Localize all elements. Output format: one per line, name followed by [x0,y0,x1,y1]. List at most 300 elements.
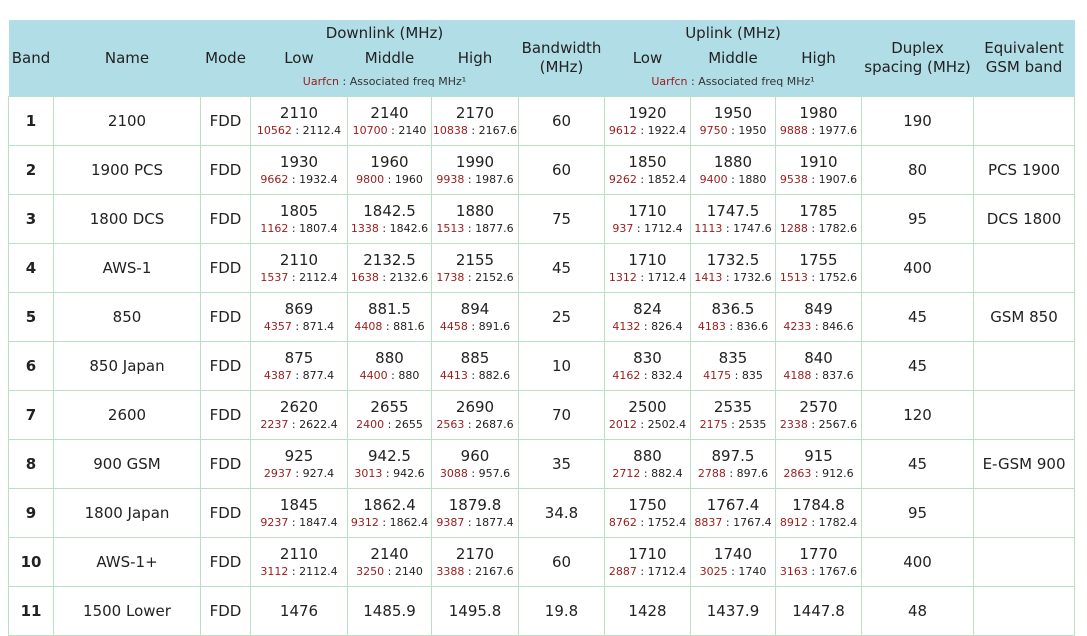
freq-value: 1710 [628,251,667,269]
header-bandwidth: Bandwidth (MHz) [519,20,605,97]
header-mode: Mode [201,20,251,97]
uarfcn-value: 9612 [608,124,637,137]
table-row [9,97,1075,146]
uplink-low [605,97,691,146]
uarfcn-value: 1513 [436,222,465,235]
uarfcn-pair [605,368,690,384]
downlink-middle [348,342,432,391]
associated-freq-value: 2622.4 [299,418,338,431]
uarfcn-value: 2563 [436,418,465,431]
downlink-high [432,391,519,440]
table-row [9,293,1075,342]
uarfcn-pair [605,123,690,139]
uarfcn-separator: : [636,565,648,578]
uarfcn-separator: : [467,467,479,480]
table-row [9,538,1075,587]
uplink-low [605,146,691,195]
band-name: AWS-1+ [54,538,201,587]
band-number: 2 [9,146,54,195]
uarfcn-separator: : [636,173,648,186]
associated-freq-value: 1782.4 [818,516,858,529]
uarfcn-separator: : [384,418,395,431]
uarfcn-value: 3163 [779,565,808,578]
uarfcn-separator: : [467,320,479,333]
duplex-mode: FDD [201,391,251,440]
uarfcn-separator: : [288,271,300,284]
freq-value: 2170 [455,104,495,122]
freq-value: 1880 [455,202,495,220]
uarfcn-separator: : [633,222,645,235]
downlink-low [251,342,348,391]
downlink-middle [348,293,432,342]
freq-value: 2132.5 [363,251,416,269]
duplex-mode: FDD [201,440,251,489]
uplink-middle [691,440,776,489]
associated-freq-value: 871.4 [302,320,335,333]
uplink-middle [691,391,776,440]
freq-value: 1485.9 [363,602,416,620]
uarfcn-separator: : [387,124,399,137]
band-number: 9 [9,489,54,538]
duplex-spacing: 45 [862,440,974,489]
freq-value: 897.5 [711,447,755,465]
uarfcn-separator: : [636,271,648,284]
freq-value: 2620 [279,398,319,416]
uarfcn-pair [432,466,518,482]
uplink-low [605,489,691,538]
uarfcn-pair [605,319,690,335]
downlink-high [432,538,519,587]
uarfcn-pair [348,221,431,237]
freq-value: 1879.8 [448,496,502,514]
freq-value: 915 [804,447,833,465]
uplink-middle [691,342,776,391]
uarfcn-pair [605,564,690,580]
uarfcn-pair [605,221,690,237]
header-uplink-low: Low [605,46,691,70]
associated-freq-value: 2167.6 [478,124,518,137]
uarfcn-pair [348,417,431,433]
uarfcn-value: 1162 [260,222,289,235]
header-downlink: Downlink (MHz) [251,20,519,46]
downlink-low [251,195,348,244]
duplex-mode: FDD [201,244,251,293]
uarfcn-separator: : [807,271,819,284]
associated-freq-value: 1960 [394,173,423,186]
uarfcn-value: 4162 [612,369,641,382]
freq-value: 836.5 [711,300,755,318]
downlink-low [251,538,348,587]
uarfcn-value: 1113 [694,222,723,235]
equivalent-gsm-band [974,489,1075,538]
duplex-spacing: 400 [862,538,974,587]
uarfcn-value: 4233 [783,320,812,333]
uplink-low [605,587,691,636]
uarfcn-separator: : [727,565,739,578]
band-number: 4 [9,244,54,293]
downlink-low [251,391,348,440]
freq-value: 960 [460,447,490,465]
associated-freq-value: 2140 [394,565,423,578]
uarfcn-separator: : [640,369,652,382]
freq-value: 1980 [799,104,838,122]
uarfcn-value: 9237 [260,516,289,529]
freq-value: 2690 [455,398,495,416]
uarfcn-pair [432,172,518,188]
uplink-high [776,489,862,538]
uarfcn-pair [691,417,775,433]
table-row [9,391,1075,440]
table-body [9,97,1075,636]
bandwidth: 60 [519,97,605,146]
uarfcn-separator: : [636,516,648,529]
freq-value: 835 [718,349,748,367]
downlink-high [432,342,519,391]
associated-freq-value: 1752.4 [647,516,687,529]
uarfcn-value: 9938 [436,173,465,186]
uarfcn-value: 1288 [779,222,808,235]
freq-value: 2140 [370,104,409,122]
associated-freq-value: 1877.6 [475,222,514,235]
uplink-high [776,244,862,293]
duplex-spacing: 95 [862,489,974,538]
associated-freq-value: 846.6 [822,320,854,333]
uarfcn-separator: : [387,369,399,382]
freq-value: 1740 [713,545,753,563]
uarfcn-separator: : [464,565,476,578]
uarfcn-separator: : [291,369,303,382]
uarfcn-separator: : [807,565,819,578]
freq-value: 1447.8 [792,602,845,620]
uarfcn-value: 4458 [439,320,468,333]
downlink-middle [348,195,432,244]
uarfcn-value: 4413 [439,369,468,382]
bandwidth: 45 [519,244,605,293]
uarfcn-value: 9662 [260,173,289,186]
band-name: 850 Japan [54,342,201,391]
uarfcn-pair [776,368,861,384]
associated-freq-value: 912.6 [822,467,854,480]
duplex-mode: FDD [201,342,251,391]
associated-freq-value: 1712.4 [647,271,687,284]
bandwidth: 35 [519,440,605,489]
uarfcn-pair [691,515,775,531]
associated-freq-value: 2502.4 [647,418,687,431]
associated-freq-value: 2567.6 [818,418,858,431]
uplink-middle [691,293,776,342]
uplink-middle [691,195,776,244]
band-number: 3 [9,195,54,244]
uarfcn-pair [348,123,431,139]
duplex-mode: FDD [201,195,251,244]
associated-freq-value: 835 [741,369,763,382]
uarfcn-pair [348,319,431,335]
lte-bands-table-container [8,20,1074,636]
header-name: Name [54,20,201,97]
band-name: 1500 Lower [54,587,201,636]
uarfcn-pair [348,564,431,580]
uarfcn-value: 2175 [699,418,728,431]
associated-freq-value: 1712.4 [647,565,687,578]
associated-freq-value: 1782.6 [818,222,858,235]
header-downlink-low: Low [251,46,348,70]
freq-value: 849 [804,300,833,318]
uarfcn-value: 1738 [436,271,465,284]
uarfcn-pair [776,221,861,237]
uarfcn-value: 2237 [260,418,289,431]
uarfcn-value: 2012 [608,418,637,431]
table-row [9,440,1075,489]
band-name: 1900 PCS [54,146,201,195]
header-equivalent-gsm-band: Equivalent GSM band [974,20,1075,97]
uarfcn-pair [251,417,347,433]
uarfcn-value: 2788 [697,467,726,480]
duplex-mode: FDD [201,489,251,538]
table-row [9,489,1075,538]
uarfcn-separator: : [636,418,648,431]
freq-value: 2170 [455,545,495,563]
uarfcn-separator: : [464,173,476,186]
uplink-low [605,293,691,342]
freq-value: 880 [375,349,404,367]
table-row [9,587,1075,636]
uarfcn-value: 4408 [354,320,383,333]
associated-freq-value: 1877.4 [475,516,514,529]
duplex-spacing: 45 [862,293,974,342]
header-uplink-uarfcn-note [605,70,862,97]
uarfcn-pair [776,515,861,531]
downlink-middle [348,538,432,587]
downlink-high [432,293,519,342]
band-name: 850 [54,293,201,342]
uarfcn-value: 3013 [354,467,383,480]
duplex-spacing: 80 [862,146,974,195]
freq-value: 925 [284,447,314,465]
freq-value: 1845 [279,496,319,514]
equivalent-gsm-band: GSM 850 [974,293,1075,342]
associated-freq-value: 1767.6 [818,565,858,578]
associated-freq-value: 2655 [394,418,423,431]
uplink-low [605,538,691,587]
downlink-high [432,146,519,195]
associated-freq-value: 882.6 [478,369,511,382]
freq-value: 830 [633,349,662,367]
table-row [9,195,1075,244]
equivalent-gsm-band [974,587,1075,636]
uarfcn-pair [432,221,518,237]
uarfcn-separator: : [288,173,300,186]
uarfcn-value: 9312 [350,516,379,529]
table-header [9,20,1075,97]
downlink-high [432,244,519,293]
uarfcn-label: Uarfcn [651,75,688,88]
uplink-low [605,342,691,391]
uarfcn-separator: : [727,124,739,137]
uarfcn-pair [691,172,775,188]
band-number: 5 [9,293,54,342]
uarfcn-separator: : [731,369,742,382]
associated-freq-value: 1932.4 [299,173,338,186]
header-uplink-high: High [776,46,862,70]
freq-value: 1950 [713,104,753,122]
duplex-mode: FDD [201,293,251,342]
uarfcn-pair [691,221,775,237]
uarfcn-pair [348,172,431,188]
uarfcn-separator: : [807,173,819,186]
associated-freq-value: 2112.4 [302,124,342,137]
band-name: 900 GSM [54,440,201,489]
freq-value: 1437.9 [706,602,760,620]
equivalent-gsm-band [974,391,1075,440]
uarfcn-value: 1537 [260,271,289,284]
uarfcn-value: 10838 [432,124,468,137]
uarfcn-value: 9888 [779,124,808,137]
uarfcn-value: 10562 [256,124,292,137]
uplink-high [776,538,862,587]
equivalent-gsm-band [974,342,1075,391]
freq-value: 885 [460,349,490,367]
uplink-high [776,97,862,146]
associated-freq-value: 2112.4 [299,565,338,578]
associated-freq-value: 826.4 [651,320,683,333]
uarfcn-pair [348,466,431,482]
uarfcn-separator: : [811,320,823,333]
freq-value: 2110 [279,545,319,563]
bandwidth: 25 [519,293,605,342]
associated-freq-value: 2687.6 [475,418,514,431]
freq-value: 942.5 [368,447,411,465]
uarfcn-value: 9750 [699,124,728,137]
uarfcn-pair [432,368,518,384]
uplink-low [605,440,691,489]
uarfcn-separator: : [288,565,300,578]
band-name: 2100 [54,97,201,146]
uarfcn-pair [691,319,775,335]
uarfcn-value: 9538 [779,173,808,186]
associated-freq-value: 1740 [738,565,767,578]
uarfcn-separator: : [640,320,652,333]
uarfcn-pair [605,172,690,188]
table-row [9,244,1075,293]
uplink-middle [691,146,776,195]
freq-value: 1710 [628,545,667,563]
associated-freq-value: 832.4 [651,369,683,382]
downlink-middle [348,440,432,489]
uarfcn-separator: : [467,369,479,382]
uarfcn-separator: : [288,516,300,529]
uarfcn-separator: : [464,418,476,431]
freq-value: 1930 [279,153,319,171]
uarfcn-separator: : [636,124,648,137]
associated-freq-value: 2112.4 [299,271,338,284]
bandwidth: 10 [519,342,605,391]
uarfcn-value: 3250 [356,565,385,578]
uarfcn-separator: : [811,369,823,382]
freq-value: 1785 [799,202,838,220]
uarfcn-separator: : [725,467,737,480]
associated-freq-value: 1767.4 [733,516,772,529]
uarfcn-separator: : [378,516,390,529]
uplink-high [776,391,862,440]
equivalent-gsm-band [974,97,1075,146]
uarfcn-value: 4400 [359,369,388,382]
downlink-high [432,489,519,538]
uarfcn-value: 3388 [436,565,465,578]
uarfcn-pair [432,270,518,286]
freq-value: 881.5 [368,300,411,318]
associated-freq-value: 1712.4 [644,222,683,235]
uarfcn-separator: : [807,516,819,529]
uplink-high [776,293,862,342]
equivalent-gsm-band: PCS 1900 [974,146,1075,195]
uarfcn-pair [432,564,518,580]
associated-freq-value: 1862.4 [389,516,429,529]
associated-freq-value: 1842.6 [389,222,429,235]
uarfcn-pair [251,515,347,531]
uarfcn-separator: : [464,222,476,235]
uarfcn-pair [251,221,347,237]
uarfcn-pair [251,466,347,482]
header-band: Band [9,20,54,97]
uarfcn-separator: : [384,173,395,186]
duplex-spacing: 95 [862,195,974,244]
freq-value: 1880 [713,153,753,171]
uarfcn-value: 2400 [356,418,385,431]
uarfcn-pair [348,515,431,531]
bandwidth: 19.8 [519,587,605,636]
uplink-high [776,146,862,195]
uarfcn-pair [776,417,861,433]
freq-value: 1732.5 [706,251,760,269]
associated-freq-value: 837.6 [822,369,854,382]
uarfcn-value: 2863 [783,467,812,480]
uarfcn-value: 8837 [694,516,723,529]
freq-value: 2110 [279,251,319,269]
equivalent-gsm-band [974,244,1075,293]
uarfcn-pair [251,123,347,139]
uarfcn-separator: : [807,124,819,137]
downlink-low [251,293,348,342]
band-number: 1 [9,97,54,146]
uarfcn-separator: : [811,467,823,480]
uarfcn-separator: : [467,124,479,137]
uarfcn-separator: : [464,271,476,284]
uarfcn-separator: : [291,124,303,137]
uplink-high [776,587,862,636]
band-number: 11 [9,587,54,636]
uarfcn-pair [432,417,518,433]
freq-value: 1428 [628,602,667,620]
duplex-spacing: 45 [862,342,974,391]
associated-freq-value: 880 [398,369,420,382]
band-number: 10 [9,538,54,587]
header-downlink-high: High [432,46,519,70]
duplex-spacing: 48 [862,587,974,636]
uarfcn-value: 1638 [350,271,379,284]
uarfcn-pair [691,466,775,482]
uplink-low [605,244,691,293]
uarfcn-separator: : [378,222,390,235]
associated-freq-value: 877.4 [302,369,335,382]
freq-value: 1770 [799,545,838,563]
uarfcn-value: 9387 [436,516,465,529]
uarfcn-pair [251,270,347,286]
downlink-low [251,587,348,636]
associated-freq-value: 1987.6 [475,173,514,186]
uarfcn-separator: : [807,222,819,235]
downlink-low [251,440,348,489]
uarfcn-separator: : [382,467,394,480]
